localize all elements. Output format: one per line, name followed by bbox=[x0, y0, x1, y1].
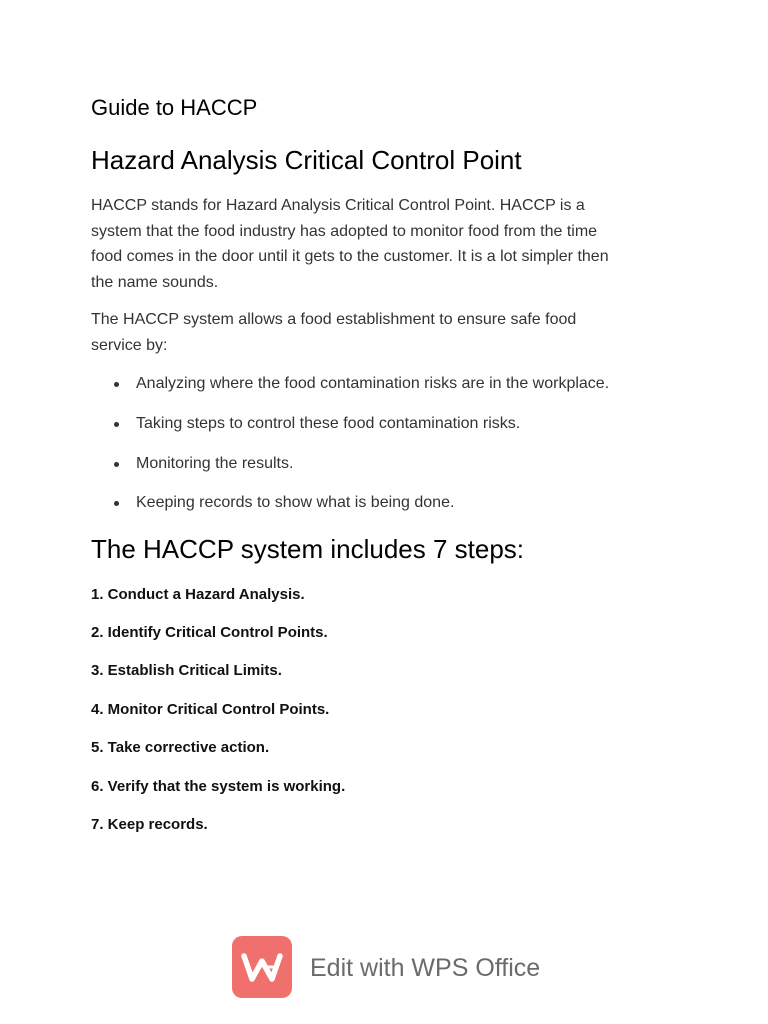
step-item: 2. Identify Critical Control Points. bbox=[91, 624, 328, 641]
step-item: 4. Monitor Critical Control Points. bbox=[91, 701, 330, 718]
step-item: 3. Establish Critical Limits. bbox=[91, 662, 282, 679]
bullet-item bbox=[110, 372, 730, 396]
document-subtitle: Guide to HACCP bbox=[91, 95, 258, 120]
intro-line: food comes in the door until it gets to the customer. It is a lot simpler then bbox=[91, 248, 609, 265]
wps-office-logo-icon[interactable] bbox=[232, 936, 292, 998]
bullet-text: Keeping records to show what is being done. bbox=[136, 494, 455, 511]
step-item: 1. Conduct a Hazard Analysis. bbox=[91, 586, 305, 603]
bullet-dot bbox=[114, 382, 119, 387]
bullet-dot bbox=[114, 422, 119, 427]
step-item: 6. Verify that the system is working. bbox=[91, 778, 346, 795]
bullet-text: Monitoring the results. bbox=[136, 455, 294, 472]
steps-heading: The HACCP system includes 7 steps: bbox=[91, 534, 525, 564]
bullet-text: Taking steps to control these food contamination risks. bbox=[136, 415, 521, 432]
bullet-dot bbox=[114, 501, 119, 506]
system-line: service by: bbox=[91, 337, 168, 354]
bullet-text: Analyzing where the food contamination risks are in the workplace. bbox=[136, 375, 610, 392]
bullet-item bbox=[110, 412, 730, 436]
intro-paragraph bbox=[91, 193, 609, 295]
bullet-dot bbox=[114, 462, 119, 467]
document-title: Hazard Analysis Critical Control Point bbox=[91, 145, 522, 175]
bullet-item bbox=[110, 491, 730, 515]
edit-with-wps-banner[interactable] bbox=[232, 936, 562, 998]
bullet-item bbox=[110, 452, 730, 476]
system-paragraph bbox=[91, 307, 576, 359]
wps-banner-label[interactable]: Edit with WPS Office bbox=[310, 954, 541, 982]
step-item: 5. Take corrective action. bbox=[91, 739, 270, 756]
intro-line: HACCP stands for Hazard Analysis Critical Control Point. HACCP is a bbox=[91, 197, 585, 214]
system-line: The HACCP system allows a food establishment to ensure safe food bbox=[91, 311, 577, 328]
intro-line: the name sounds. bbox=[91, 273, 219, 291]
intro-line: system that the food industry has adopted to monitor food from the time bbox=[91, 222, 598, 240]
step-item: 7. Keep records. bbox=[91, 816, 208, 833]
